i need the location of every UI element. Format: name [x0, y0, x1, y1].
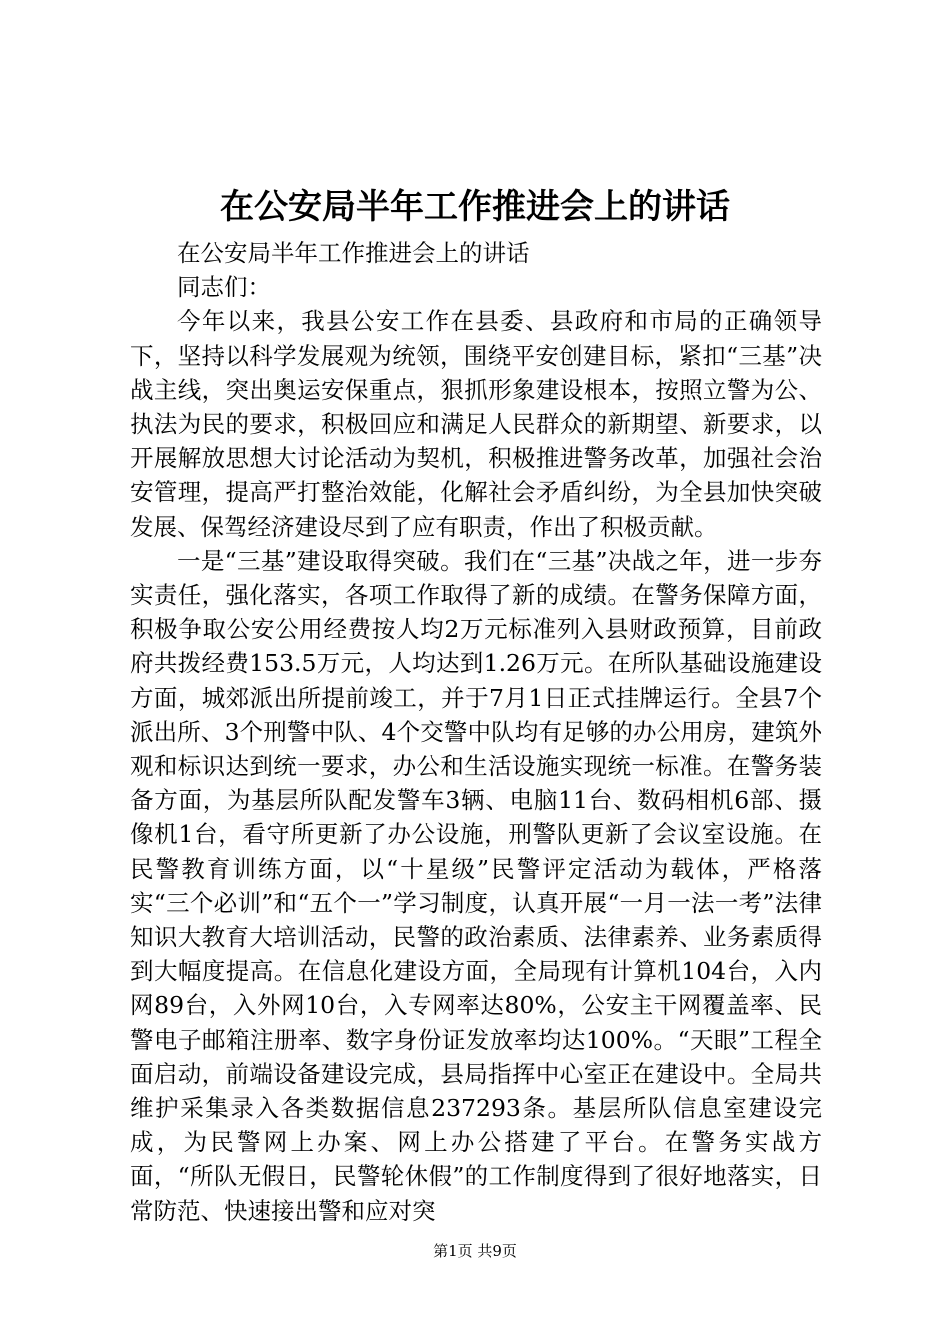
document-title: 在公安局半年工作推进会上的讲话 — [220, 187, 730, 227]
page-footer: 第1页 共9页 — [433, 1242, 517, 1260]
document-body — [130, 236, 822, 1228]
paragraph-salutation: 同志们： — [177, 273, 271, 302]
paragraph-intro: 今年以来，我县公安工作在县委、县政府和市局的正确领导下，坚持以科学发展观为统领，围绕平安创建目标，紧扣“三基”决战主线，突出奥运安保重点，狠抓形象建设根本，按照立警为公、执法为民的要求，积极回应和满足人民群众的新期望、新要求，以开展解放思想大讨论活动为契机，积极推进警务改革，加强社会治安管理，提高严打整治效能，化解社会矛盾纠纷，为全县加快突破发展、保驾经济建设尽到了应有职责，作出了积极贡献。 — [130, 307, 822, 541]
paragraph-subtitle: 在公安局半年工作推进会上的讲话 — [177, 239, 530, 267]
paragraph-section-one: 一是“三基”建设取得突破。我们在“三基”决战之年，进一步夯实责任，强化落实，各项工作取得了新的成绩。在警务保障方面，积极争取公安公用经费按人均2万元标准列入县财政预算，目前政府共拨经费153.5万元，人均达到1.26万元。在所队基础设施建设方面，城郊派出所提前竣工，并于7月1日正式挂牌运行。全县7个派出所、3个刑警中队、4个交警中队均有足够的办公用房，建筑外观和标识达到统一要求，办公和生活设施实现统一标准。在警务装备方面，为基层所队配发警车3辆、电脑11台、数码相机6部、摄像机1台，看守所更新了办公设施，刑警队更新了会议室设施。在民警教育训练方面，以“十星级”民警评定活动为载体，严格落实“三个必训”和“五个一”学习制度，认真开展“一月一法一考”法律知识大教育大培训活动，民警的政治素质、法律素养、业务素质得到大幅度提高。在信息化建设方面，全局现有计算机104台，入内网89台，入外网10台，入专网率达80%，公安主干网覆盖率、民警电子邮箱注册率、数字身份证发放率均达100%。“天眼”工程全面启动，前端设备建设完成，县局指挥中心室正在建设中。全局共维护采集录入各类数据信息237293条。基层所队信息室建设完成，为民警网上办案、网上办公搭建了平台。在警务实战方面，“所队无假日，民警轮休假”的工作制度得到了很好地落实，日常防范、快速接出警和应对突 — [130, 546, 822, 1225]
